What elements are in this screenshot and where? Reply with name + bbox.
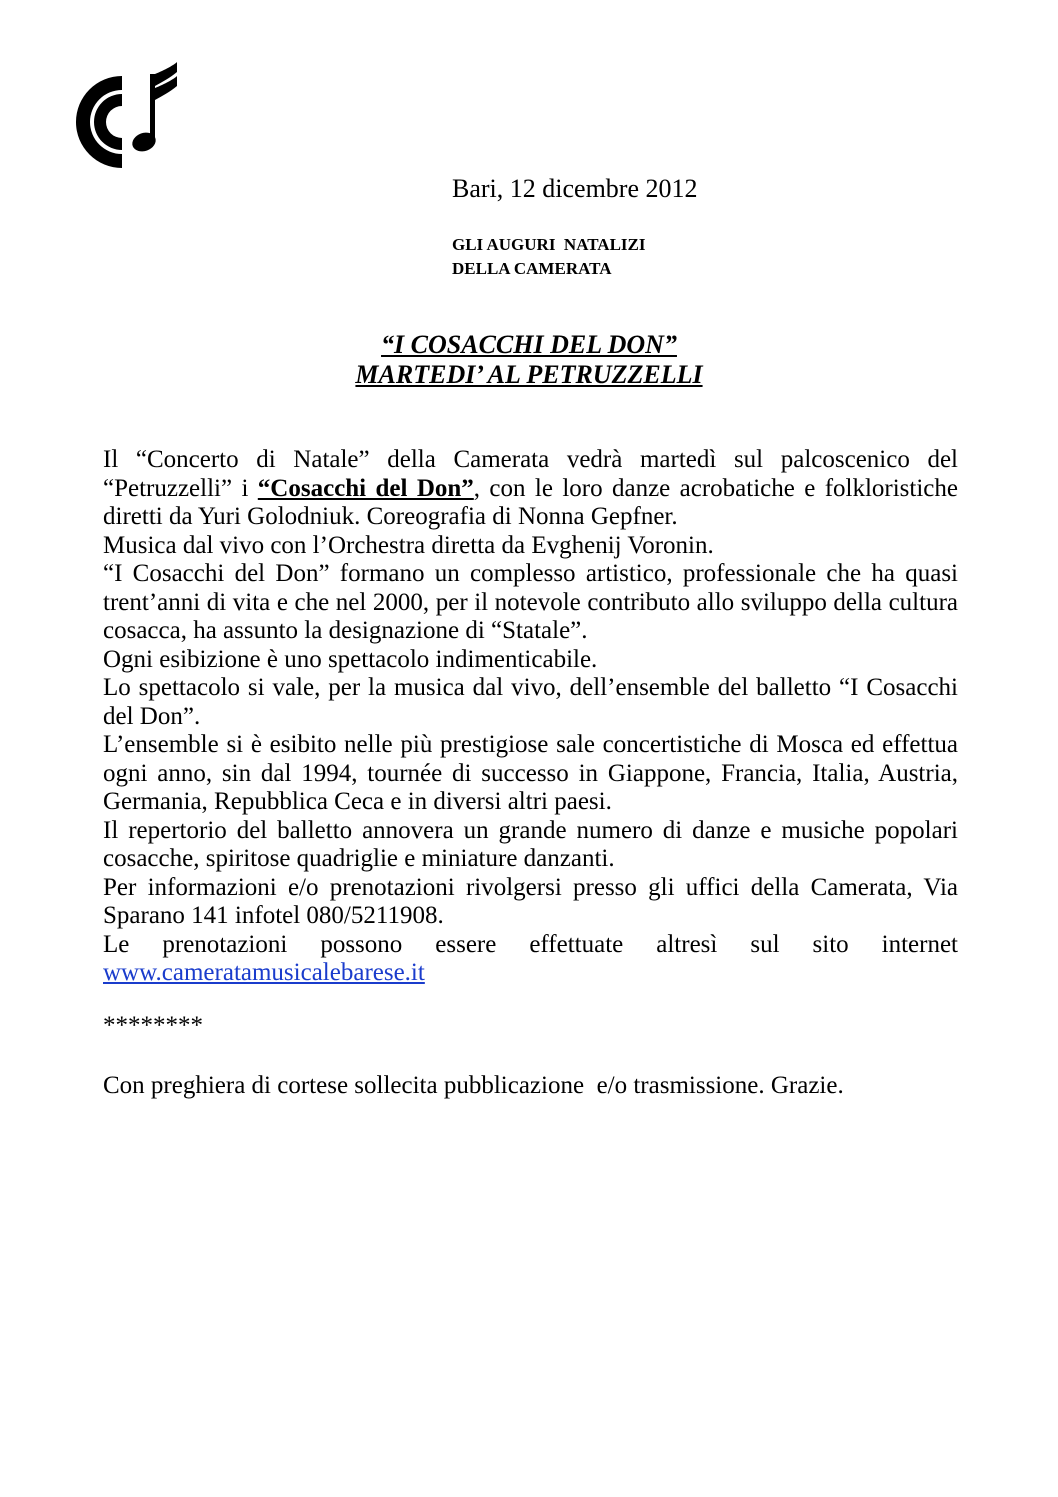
headline: [0, 330, 1058, 390]
paragraph-tours: L’ensemble si è esibito nelle più prestigiose sale concertistiche di Mosca ed effettua ogni anno, sin dal 1994, tournée di successo in Giappone, Francia, Italia, Austria, Germania, Repubblica Ceca e in diversi altri paesi.: [103, 731, 958, 815]
closing-line: Con preghiera di cortese sollecita pubblicazione e/o trasmissione. Grazie.: [103, 1072, 844, 1099]
camerata-logo-icon: [70, 62, 178, 180]
paragraph-ensemble-history: “I Cosacchi del Don” formano un complesso artistico, professionale che ha quasi trent’anni di vita e che nel 2000, per il notevole contributo allo sviluppo della cultura cosacca, ha assunto la designazione di “Statale”.: [103, 560, 958, 644]
intro-text-before: Il “Concerto di Natale” della Camerata vedrà martedì sul palcoscenico del “Petruzzelli” i: [103, 446, 958, 502]
intro-bold-title: “Cosacchi del Don”: [257, 474, 474, 502]
intro-text-after: , con le loro danze acrobatiche e folkloristiche diretti da Yuri Golodniuk. Coreografia di Nonna Gepfner.: [103, 474, 958, 530]
paragraph-info: Per informazioni e/o prenotazioni rivolgersi presso gli uffici della Camerata, Via Sparano 141 infotel 080/5211908.: [103, 873, 958, 929]
press-release-body: [103, 446, 958, 988]
subheading-line-1: GLI AUGURI NATALIZI: [452, 235, 646, 254]
subheading-line-2: DELLA CAMERATA: [452, 259, 612, 278]
document-date: Bari, 12 dicembre 2012: [452, 174, 698, 203]
separator: ********: [103, 1012, 203, 1039]
paragraph-booking: Le prenotazioni possono essere effettuate altresì sul sito internet: [103, 930, 958, 958]
paragraph-link: [103, 959, 958, 988]
paragraph-orchestra: Musica dal vivo con l’Orchestra diretta da Evghenij Voronin.: [103, 531, 714, 559]
paragraph-performance: Ogni esibizione è uno spettacolo indimenticabile.: [103, 645, 598, 673]
subheading: [452, 233, 646, 281]
website-link[interactable]: www.cameratamusicalebarese.it: [103, 959, 425, 986]
headline-line-2: MARTEDI’ AL PETRUZZELLI: [355, 360, 703, 389]
paragraph-intro: [103, 446, 958, 532]
paragraph-repertoire: Il repertorio del balletto annovera un grande numero di danze e musiche popolari cosacche, spiritose quadriglie e miniature danzanti.: [103, 816, 958, 872]
headline-line-1: “I COSACCHI DEL DON”: [381, 330, 677, 359]
paragraph-live-music: Lo spettacolo si vale, per la musica dal vivo, dell’ensemble del balletto “I Cosacchi del Don”.: [103, 674, 958, 730]
